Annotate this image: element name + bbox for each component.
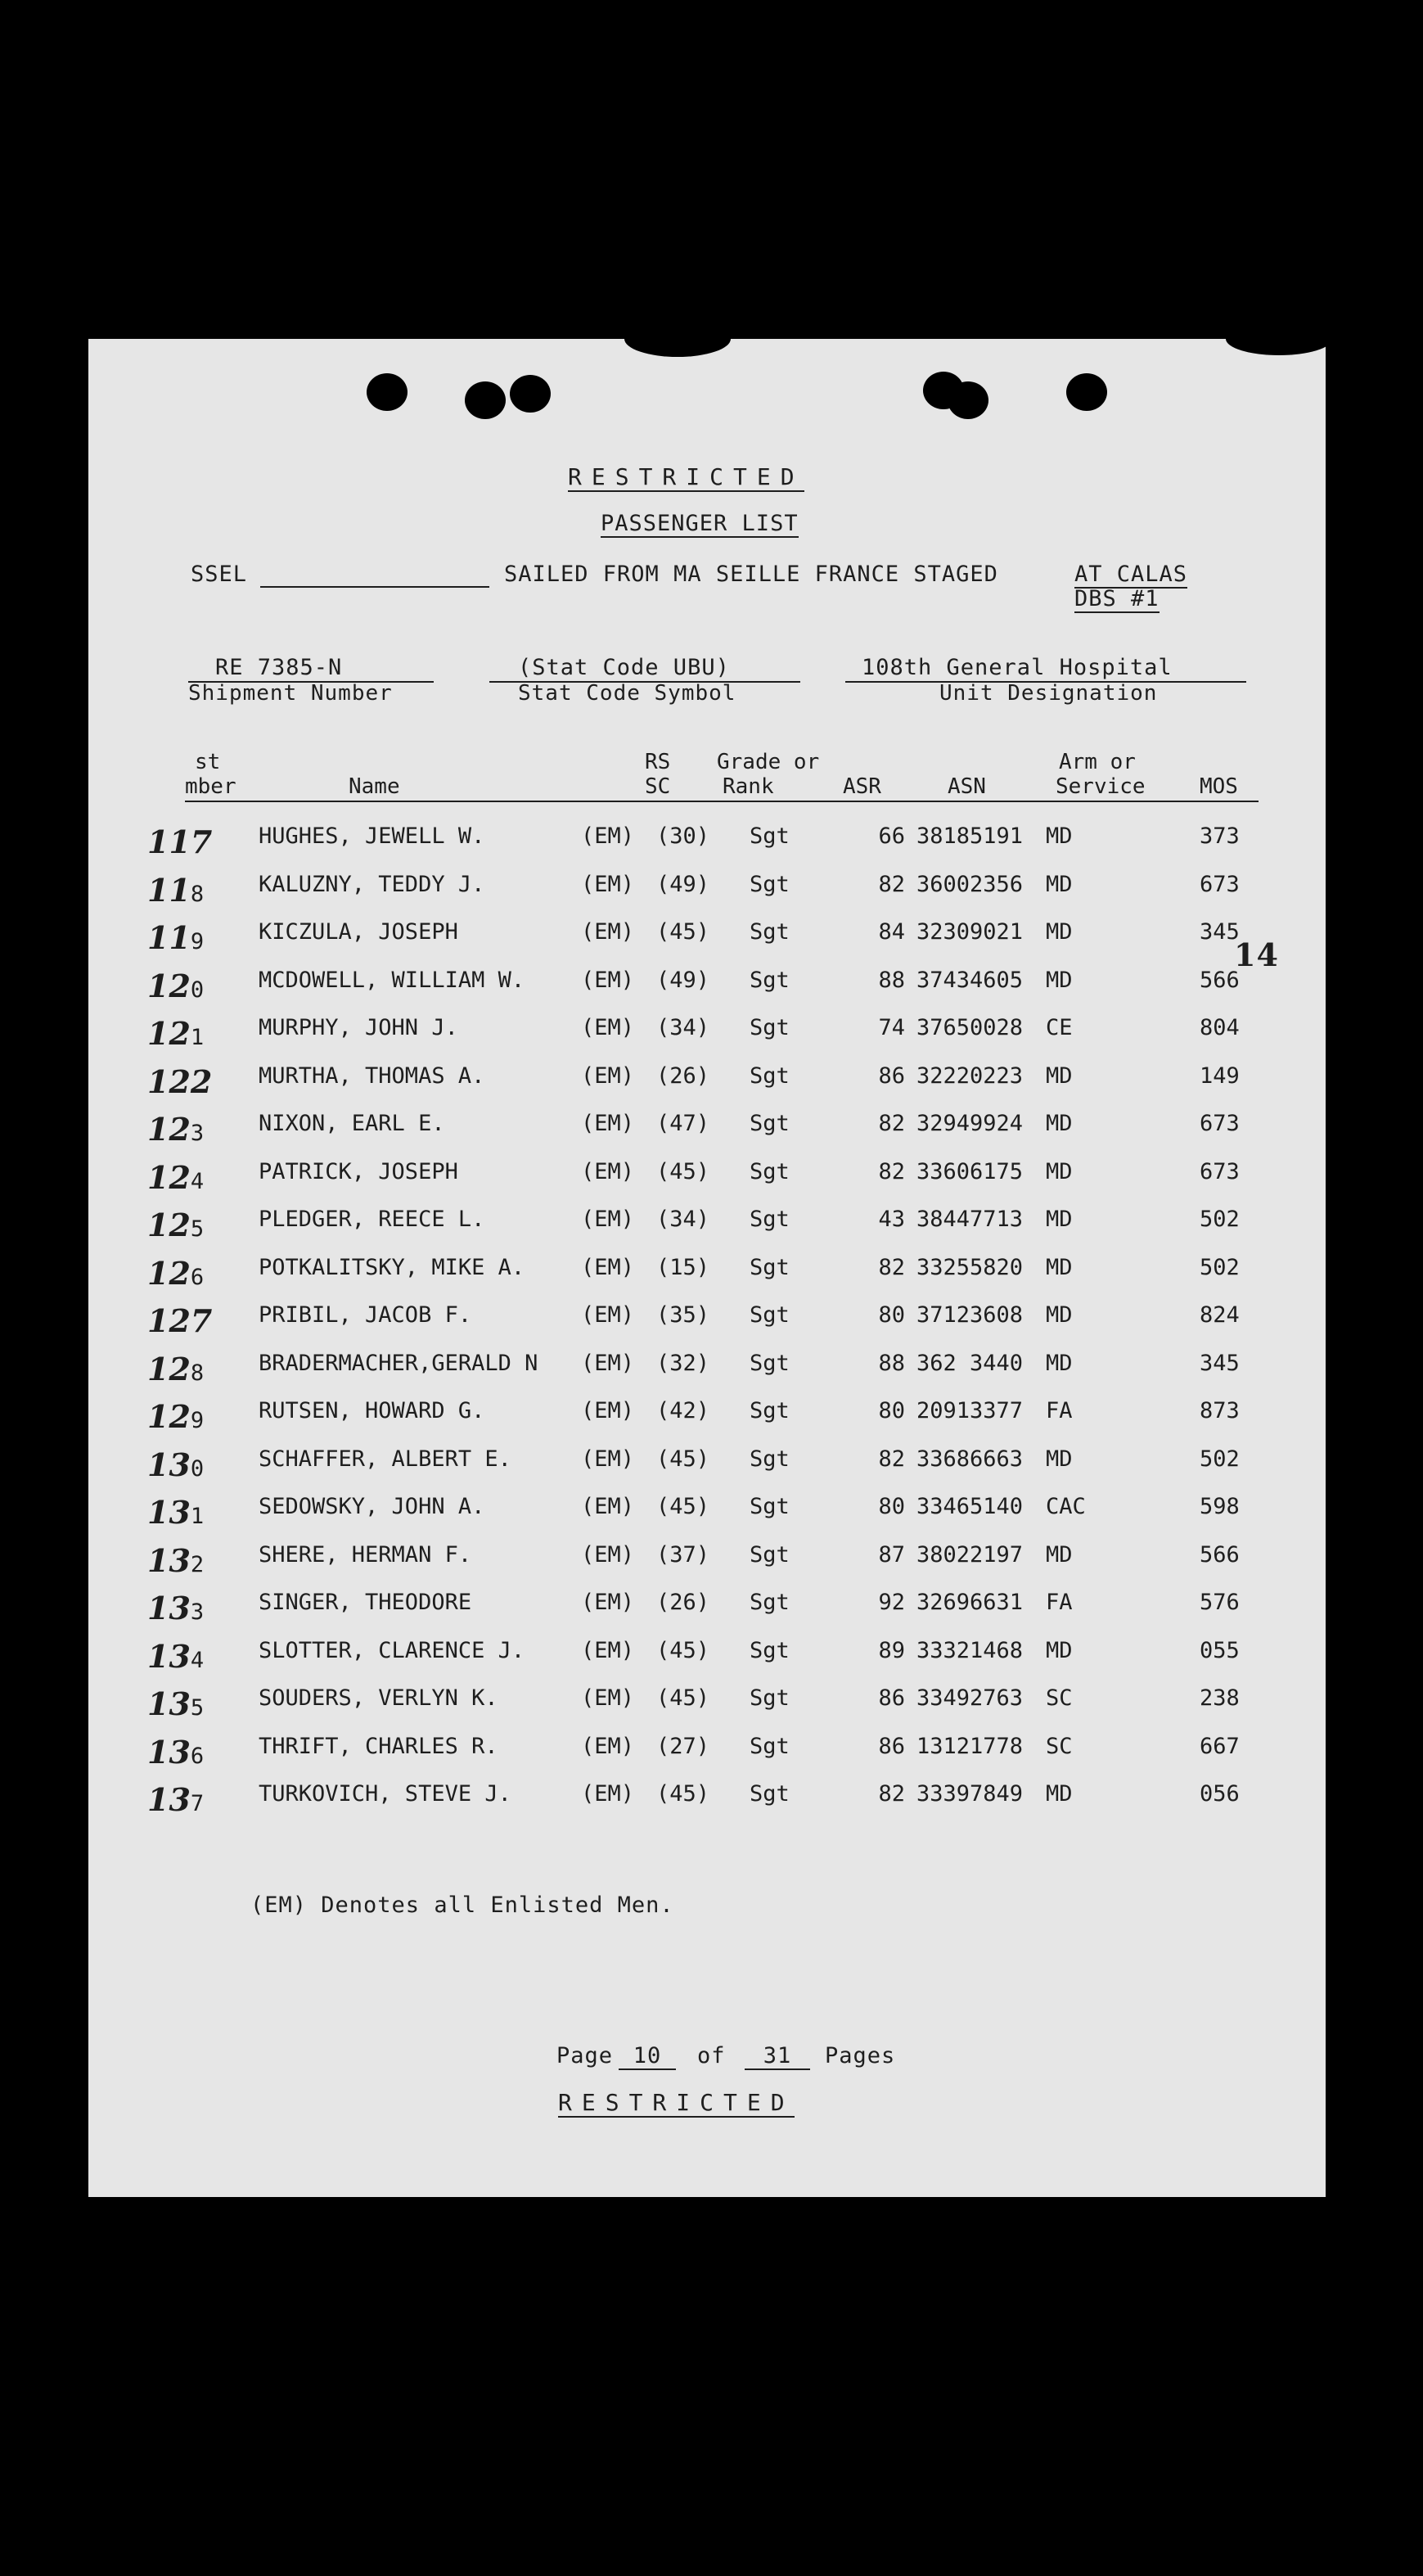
cell-mos: 502 <box>1200 1207 1240 1232</box>
page-total: 31 <box>745 2043 810 2070</box>
shipment-caption: Shipment Number <box>188 681 393 706</box>
cell-asn: 32949924 <box>916 1111 1024 1136</box>
cell-em: (EM) <box>581 1446 635 1472</box>
cell-mos: 345 <box>1200 1350 1240 1376</box>
cell-em: (EM) <box>581 1111 635 1136</box>
cell-em: (EM) <box>581 1015 635 1040</box>
cell-asn: 38022197 <box>916 1541 1024 1568</box>
col-name: Name <box>349 774 400 799</box>
cell-name: SLOTTER, CLARENCE J. <box>259 1637 525 1663</box>
cell-grade: Sgt <box>750 1446 790 1472</box>
list-number-handwritten: 13 <box>147 1637 191 1675</box>
col-list-number-1: st <box>195 750 221 774</box>
cell-grade: Sgt <box>750 919 790 945</box>
table-row <box>88 1159 1326 1207</box>
list-number-typed: 4 <box>190 1647 205 1673</box>
cell-name: SEDOWSKY, JOHN A. <box>259 1494 485 1519</box>
cell-rs: (32) <box>656 1350 710 1376</box>
cell-asr: 82 <box>878 1111 905 1136</box>
cell-asr: 80 <box>878 1398 905 1423</box>
cell-name: HUGHES, JEWELL W. <box>259 823 485 849</box>
list-number-typed: 3 <box>190 1121 205 1146</box>
punch-hole <box>948 381 988 419</box>
sailed-from-text: SAILED FROM MA SEILLE FRANCE STAGED <box>504 562 998 587</box>
vessel-label: SSEL <box>191 562 248 587</box>
cell-rs: (45) <box>656 1446 710 1472</box>
list-number-typed: 5 <box>190 1216 205 1242</box>
list-number <box>147 1685 204 1722</box>
list-number <box>147 1207 204 1243</box>
cell-arm: SC <box>1046 1733 1073 1759</box>
cell-grade: Sgt <box>750 1637 790 1663</box>
cell-grade: Sgt <box>750 1590 790 1615</box>
cell-name: MURPHY, JOHN J. <box>259 1015 458 1040</box>
list-number <box>147 1590 204 1626</box>
cell-mos: 673 <box>1200 871 1240 897</box>
cell-rs: (45) <box>656 1637 710 1663</box>
cell-asr: 88 <box>878 967 905 993</box>
cell-name: PATRICK, JOSEPH <box>259 1158 458 1184</box>
cell-grade: Sgt <box>750 1398 790 1423</box>
list-number-handwritten: 13 <box>147 1590 191 1626</box>
list-number-typed: 7 <box>190 1791 205 1816</box>
cell-rs: (47) <box>656 1111 710 1136</box>
cell-asn: 33492763 <box>916 1685 1024 1711</box>
list-number-handwritten: 12 <box>147 1111 191 1148</box>
cell-mos: 673 <box>1200 1158 1240 1184</box>
cell-grade: Sgt <box>750 1302 790 1328</box>
col-mos: MOS <box>1200 774 1238 799</box>
punch-hole <box>367 373 408 411</box>
cell-asn: 33606175 <box>916 1158 1024 1184</box>
list-number-typed: 6 <box>190 1743 205 1769</box>
cell-asr: 86 <box>878 1062 905 1089</box>
cell-asn: 33255820 <box>916 1254 1024 1280</box>
cell-mos: 502 <box>1200 1254 1240 1280</box>
cell-arm: MD <box>1046 871 1073 897</box>
page-of: of <box>697 2043 726 2068</box>
list-number <box>147 1015 204 1052</box>
col-asr: ASR <box>843 774 881 799</box>
cell-arm: MD <box>1046 919 1073 945</box>
list-number-typed: 2 <box>190 1551 205 1577</box>
cell-em: (EM) <box>581 871 635 897</box>
cell-name: SOUDERS, VERLYN K. <box>259 1685 498 1711</box>
cell-arm: SC <box>1046 1685 1073 1711</box>
cell-rs: (37) <box>656 1541 710 1568</box>
unit-designation: 108th General Hospital <box>862 655 1173 680</box>
cell-rs: (26) <box>656 1062 710 1089</box>
list-number <box>147 1255 204 1292</box>
header-rule <box>185 801 1259 802</box>
cell-em: (EM) <box>581 1398 635 1423</box>
cell-rs: (34) <box>656 1207 710 1232</box>
document-page <box>88 339 1326 2197</box>
page-current: 10 <box>619 2043 676 2070</box>
cell-em: (EM) <box>581 1062 635 1089</box>
cell-asr: 82 <box>878 1158 905 1184</box>
list-number <box>147 968 204 1004</box>
table-row <box>88 1063 1326 1111</box>
cell-mos: 667 <box>1200 1733 1240 1759</box>
list-number <box>147 1542 204 1579</box>
cell-rs: (45) <box>656 919 710 945</box>
cell-asr: 89 <box>878 1637 905 1663</box>
cell-arm: MD <box>1046 1446 1073 1472</box>
table-row <box>88 1638 1326 1685</box>
table-row <box>88 1781 1326 1829</box>
table-row <box>88 1111 1326 1158</box>
cell-arm: MD <box>1046 823 1073 849</box>
list-number-handwritten: 127 <box>147 1302 213 1339</box>
table-row <box>88 1302 1326 1350</box>
table-row <box>88 1255 1326 1302</box>
list-number-typed: 1 <box>190 1504 205 1529</box>
list-number-typed: 0 <box>190 1455 205 1482</box>
list-number-typed: 3 <box>190 1599 205 1625</box>
cell-asr: 82 <box>878 1781 905 1807</box>
list-number <box>147 1398 204 1435</box>
cell-name: THRIFT, CHARLES R. <box>259 1733 498 1759</box>
cell-grade: Sgt <box>750 1685 790 1711</box>
cell-asn: 33465140 <box>916 1494 1024 1519</box>
cell-arm: MD <box>1046 1062 1073 1089</box>
cell-arm: FA <box>1046 1398 1073 1423</box>
cell-grade: Sgt <box>750 967 790 993</box>
cell-rs: (34) <box>656 1015 710 1040</box>
table-row <box>88 1446 1326 1494</box>
cell-asn: 32309021 <box>916 919 1024 945</box>
cell-rs: (45) <box>656 1685 710 1711</box>
cell-arm: MD <box>1046 1541 1073 1568</box>
list-number-handwritten: 12 <box>147 967 191 1004</box>
cell-arm: MD <box>1046 1781 1073 1807</box>
cell-em: (EM) <box>581 1302 635 1328</box>
stat-code-caption: Stat Code Symbol <box>518 681 736 706</box>
cell-em: (EM) <box>581 1685 635 1711</box>
cell-mos: 804 <box>1200 1015 1240 1040</box>
cell-asn: 36002356 <box>916 871 1024 897</box>
cell-mos: 056 <box>1200 1781 1240 1807</box>
cell-name: NIXON, EARL E. <box>259 1111 445 1136</box>
col-grade-1: Grade or <box>717 750 820 774</box>
cell-rs: (30) <box>656 823 710 849</box>
cell-grade: Sgt <box>750 1733 790 1759</box>
cell-name: BRADERMACHER,GERALD N <box>259 1350 538 1376</box>
cell-arm: CE <box>1046 1015 1073 1040</box>
cell-arm: MD <box>1046 1111 1073 1136</box>
list-number-handwritten: 12 <box>147 1398 191 1435</box>
cell-asr: 87 <box>878 1541 905 1568</box>
cell-mos: 149 <box>1200 1062 1240 1089</box>
col-asn: ASN <box>948 774 986 799</box>
cell-em: (EM) <box>581 1494 635 1519</box>
cell-name: PLEDGER, REECE L. <box>259 1207 485 1232</box>
cell-name: SCHAFFER, ALBERT E. <box>259 1446 511 1472</box>
cell-grade: Sgt <box>750 1494 790 1519</box>
cell-name: KALUZNY, TEDDY J. <box>259 871 485 897</box>
cell-mos: 055 <box>1200 1637 1240 1663</box>
cell-asn: 33686663 <box>916 1446 1024 1472</box>
cell-grade: Sgt <box>750 1350 790 1376</box>
list-number-handwritten: 13 <box>147 1781 191 1818</box>
cell-asr: 88 <box>878 1350 905 1376</box>
cell-rs: (42) <box>656 1398 710 1423</box>
table-row <box>88 1015 1326 1062</box>
list-number-typed: 6 <box>190 1264 205 1290</box>
cell-name: MURTHA, THOMAS A. <box>259 1062 485 1089</box>
cell-mos: 238 <box>1200 1685 1240 1711</box>
list-number <box>147 919 204 956</box>
list-number <box>147 1494 204 1531</box>
pages-label: Pages <box>825 2043 896 2068</box>
cell-name: MCDOWELL, WILLIAM W. <box>259 967 525 993</box>
cell-name: PRIBIL, JACOB F. <box>259 1302 472 1328</box>
cell-em: (EM) <box>581 1207 635 1232</box>
cell-grade: Sgt <box>750 1111 790 1136</box>
list-number <box>147 1159 204 1196</box>
cell-asn: 32696631 <box>916 1590 1024 1615</box>
cell-arm: MD <box>1046 1158 1073 1184</box>
col-list-number-2: mber <box>185 774 236 799</box>
table-row <box>88 823 1326 871</box>
cell-em: (EM) <box>581 1158 635 1184</box>
cell-grade: Sgt <box>750 1062 790 1089</box>
cell-em: (EM) <box>581 1733 635 1759</box>
cell-em: (EM) <box>581 919 635 945</box>
list-number-typed: 8 <box>190 881 205 907</box>
table-row <box>88 1351 1326 1398</box>
table-row <box>88 1590 1326 1637</box>
table-row <box>88 1685 1326 1733</box>
col-grade-2: Rank <box>723 774 774 799</box>
list-number-handwritten: 13 <box>147 1733 191 1771</box>
cell-asn: 38185191 <box>916 823 1024 849</box>
cell-mos: 566 <box>1200 967 1240 993</box>
list-number <box>147 1734 204 1771</box>
list-number-typed: 1 <box>190 1025 205 1050</box>
cell-mos: 598 <box>1200 1494 1240 1519</box>
punch-hole <box>510 375 551 413</box>
cell-em: (EM) <box>581 823 635 849</box>
cell-name: SHERE, HERMAN F. <box>259 1541 472 1568</box>
list-number-handwritten: 13 <box>147 1446 191 1483</box>
cell-asn: 32220223 <box>916 1062 1024 1089</box>
document-title: PASSENGER LIST <box>601 511 799 536</box>
staged-location-2: DBS #1 <box>1074 586 1160 611</box>
cell-grade: Sgt <box>750 1158 790 1184</box>
cell-em: (EM) <box>581 1637 635 1663</box>
list-number <box>147 1781 204 1818</box>
cell-asn: 33397849 <box>916 1781 1024 1807</box>
cell-arm: MD <box>1046 1302 1073 1328</box>
list-number-handwritten: 11 <box>147 919 191 956</box>
list-number-typed: 4 <box>190 1168 205 1194</box>
cell-mos: 502 <box>1200 1446 1240 1472</box>
cell-mos: 824 <box>1200 1302 1240 1328</box>
table-row <box>88 1494 1326 1541</box>
cell-asr: 80 <box>878 1494 905 1519</box>
cell-asr: 92 <box>878 1590 905 1615</box>
cell-em: (EM) <box>581 967 635 993</box>
cell-asn: 33321468 <box>916 1637 1024 1663</box>
list-number-typed: 5 <box>190 1695 205 1721</box>
cell-mos: 673 <box>1200 1111 1240 1136</box>
cell-rs: (45) <box>656 1781 710 1807</box>
cell-grade: Sgt <box>750 1781 790 1807</box>
cell-mos: 576 <box>1200 1590 1240 1615</box>
cell-arm: MD <box>1046 1637 1073 1663</box>
cell-grade: Sgt <box>750 871 790 897</box>
list-number <box>147 1063 212 1100</box>
col-arm-2: Service <box>1056 774 1146 799</box>
list-number-handwritten: 13 <box>147 1494 191 1531</box>
cell-asn: 37434605 <box>916 967 1024 993</box>
list-number-typed: 9 <box>190 929 205 954</box>
restricted-heading: RESTRICTED <box>568 463 804 490</box>
list-number-handwritten: 12 <box>147 1254 191 1292</box>
cell-rs: (49) <box>656 967 710 993</box>
stat-code: (Stat Code UBU) <box>518 655 730 680</box>
margin-page-number: 14 <box>1234 936 1279 973</box>
torn-edge <box>1226 323 1332 355</box>
list-number-handwritten: 12 <box>147 1015 191 1052</box>
cell-rs: (15) <box>656 1254 710 1280</box>
cell-mos: 345 <box>1200 919 1240 945</box>
cell-arm: CAC <box>1046 1494 1086 1519</box>
unit-caption: Unit Designation <box>939 681 1158 706</box>
cell-mos: 566 <box>1200 1541 1240 1568</box>
table-row <box>88 872 1326 919</box>
cell-arm: MD <box>1046 1350 1073 1376</box>
list-number <box>147 1302 212 1339</box>
table-row <box>88 1207 1326 1254</box>
cell-grade: Sgt <box>750 1015 790 1040</box>
list-number-typed: 0 <box>190 977 205 1003</box>
cell-arm: MD <box>1046 967 1073 993</box>
col-rs-2: SC <box>645 774 671 799</box>
table-row <box>88 1398 1326 1446</box>
cell-rs: (49) <box>656 871 710 897</box>
list-number-handwritten: 12 <box>147 1158 191 1196</box>
restricted-footer: RESTRICTED <box>558 2089 795 2116</box>
cell-asr: 82 <box>878 1446 905 1472</box>
list-number-handwritten: 122 <box>147 1062 213 1100</box>
list-number-typed: 8 <box>190 1360 205 1386</box>
list-number-handwritten: 117 <box>147 823 213 860</box>
torn-edge <box>624 321 731 357</box>
cell-em: (EM) <box>581 1254 635 1280</box>
cell-asn: 37650028 <box>916 1015 1024 1040</box>
cell-rs: (45) <box>656 1494 710 1519</box>
cell-grade: Sgt <box>750 1254 790 1280</box>
table-row <box>88 1734 1326 1781</box>
col-arm-1: Arm or <box>1059 750 1136 774</box>
punch-hole <box>465 381 506 419</box>
cell-grade: Sgt <box>750 1207 790 1232</box>
page-label: Page <box>556 2043 614 2068</box>
list-number <box>147 872 204 909</box>
cell-name: SINGER, THEODORE <box>259 1590 472 1615</box>
cell-rs: (45) <box>656 1158 710 1184</box>
list-number <box>147 1638 204 1675</box>
cell-asr: 82 <box>878 1254 905 1280</box>
cell-asn: 38447713 <box>916 1207 1024 1232</box>
cell-em: (EM) <box>581 1350 635 1376</box>
punch-hole <box>1066 373 1107 411</box>
footnote: (EM) Denotes all Enlisted Men. <box>250 1893 674 1918</box>
cell-name: POTKALITSKY, MIKE A. <box>259 1254 525 1280</box>
list-number-handwritten: 13 <box>147 1541 191 1579</box>
cell-asn: 362 3440 <box>916 1350 1024 1376</box>
cell-em: (EM) <box>581 1590 635 1615</box>
list-number-handwritten: 12 <box>147 1350 191 1387</box>
staged-location: AT CALAS <box>1074 562 1188 587</box>
table-row <box>88 919 1326 967</box>
cell-rs: (35) <box>656 1302 710 1328</box>
table-row <box>88 1542 1326 1590</box>
cell-name: TURKOVICH, STEVE J. <box>259 1781 511 1807</box>
list-number <box>147 1446 204 1483</box>
cell-name: RUTSEN, HOWARD G. <box>259 1398 485 1423</box>
cell-arm: MD <box>1046 1207 1073 1232</box>
cell-asr: 43 <box>878 1207 905 1232</box>
cell-grade: Sgt <box>750 1541 790 1568</box>
vessel-blank-line <box>260 586 489 588</box>
cell-arm: MD <box>1046 1254 1073 1280</box>
shipment-number: RE 7385-N <box>215 655 343 680</box>
cell-mos: 873 <box>1200 1398 1240 1423</box>
cell-mos: 373 <box>1200 823 1240 849</box>
list-number <box>147 823 212 860</box>
list-number-handwritten: 12 <box>147 1207 191 1243</box>
cell-asr: 86 <box>878 1685 905 1711</box>
cell-asr: 86 <box>878 1733 905 1759</box>
cell-arm: FA <box>1046 1590 1073 1615</box>
cell-grade: Sgt <box>750 823 790 849</box>
cell-name: KICZULA, JOSEPH <box>259 919 458 945</box>
cell-asn: 20913377 <box>916 1398 1024 1423</box>
cell-em: (EM) <box>581 1781 635 1807</box>
cell-asn: 13121778 <box>916 1733 1024 1759</box>
cell-asn: 37123608 <box>916 1302 1024 1328</box>
cell-asr: 66 <box>878 823 905 849</box>
cell-rs: (27) <box>656 1733 710 1759</box>
cell-em: (EM) <box>581 1541 635 1568</box>
cell-rs: (26) <box>656 1590 710 1615</box>
col-rs-1: RS <box>645 750 671 774</box>
list-number <box>147 1111 204 1148</box>
cell-asr: 82 <box>878 871 905 897</box>
table-row <box>88 968 1326 1015</box>
cell-asr: 74 <box>878 1015 905 1040</box>
list-number-handwritten: 13 <box>147 1685 191 1722</box>
cell-asr: 80 <box>878 1302 905 1328</box>
cell-asr: 84 <box>878 919 905 945</box>
list-number-typed: 9 <box>190 1408 205 1433</box>
list-number <box>147 1351 204 1387</box>
list-number-handwritten: 11 <box>147 871 191 909</box>
